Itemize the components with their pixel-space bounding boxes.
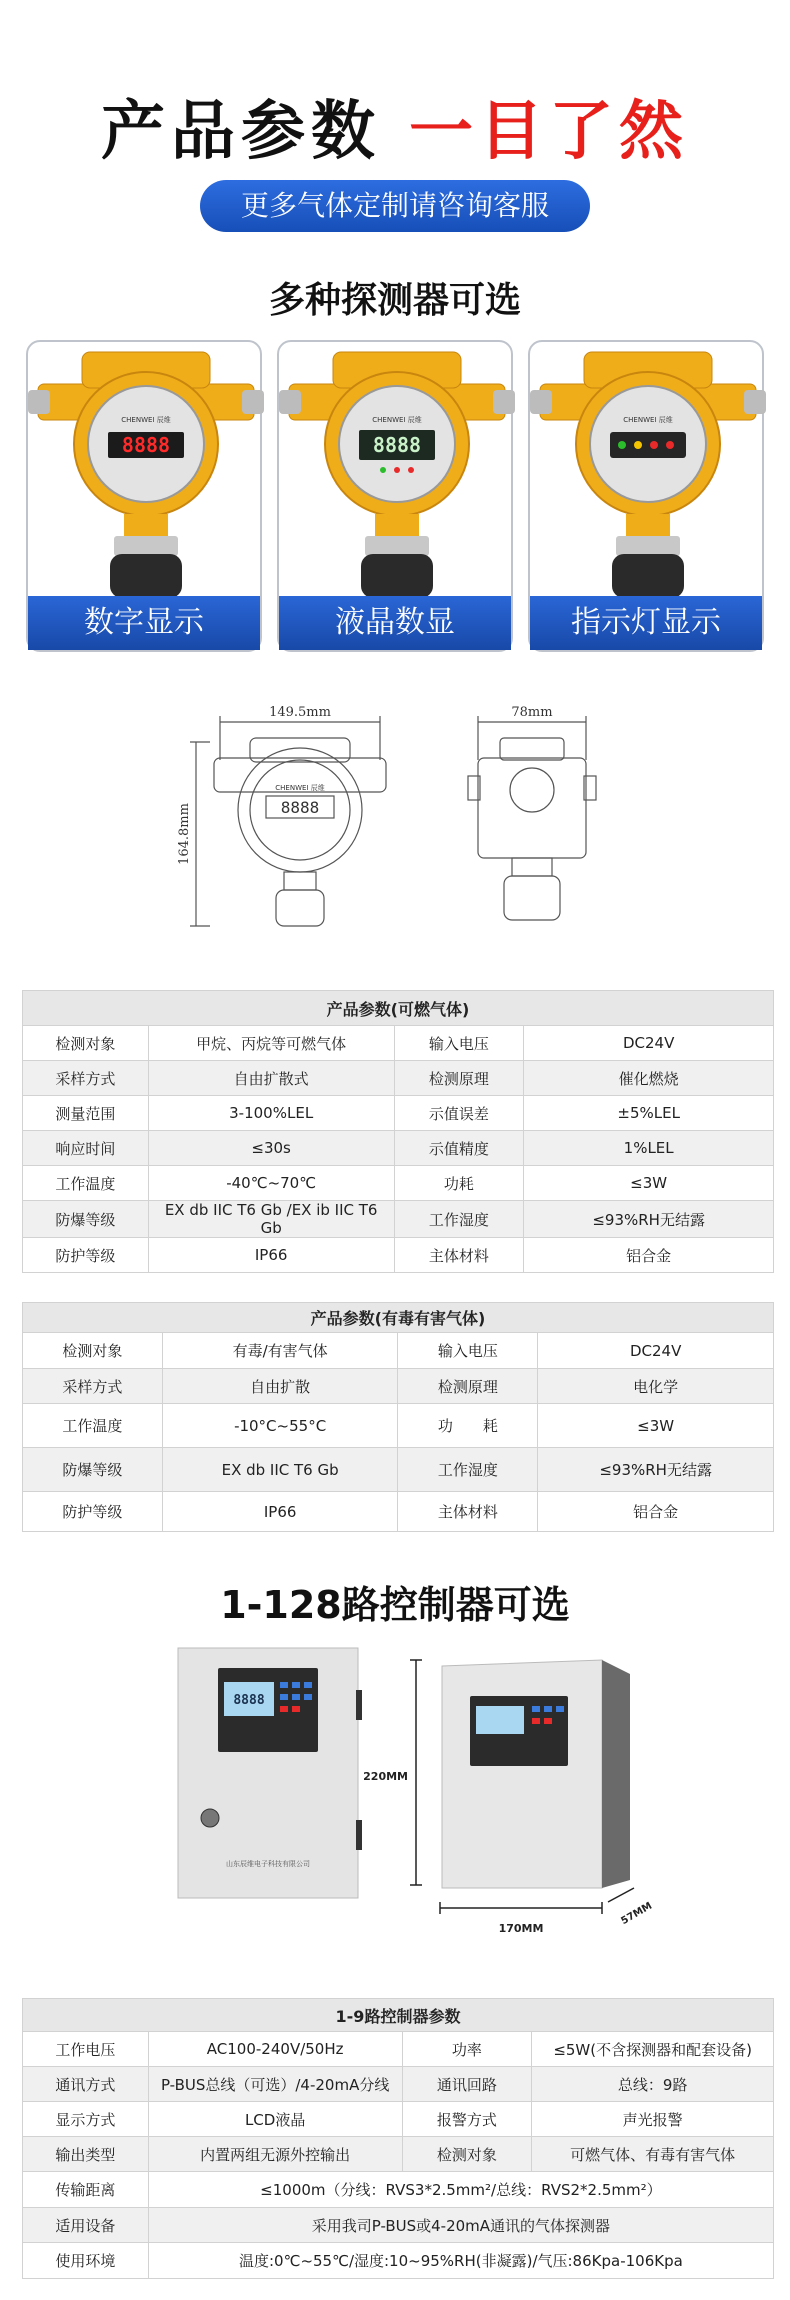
- table-cell-value: EX db IIC T6 Gb: [162, 1448, 398, 1492]
- controller-depth-label: 57MM: [619, 1900, 655, 1928]
- table-row: [23, 1096, 774, 1131]
- table-cell-label: 输入电压: [394, 1026, 524, 1061]
- table-cell-label: 检测原理: [398, 1369, 538, 1404]
- table-cell-label: 传输距离: [23, 2172, 149, 2208]
- drawing-digits: 8888: [280, 798, 320, 817]
- detector-card-lcd: [277, 340, 513, 652]
- table-row: [23, 2032, 774, 2067]
- table-title: 产品参数(有毒有害气体): [23, 1303, 774, 1333]
- table-cell-value: 甲烷、丙烷等可燃气体: [148, 1026, 394, 1061]
- hero-title: [0, 80, 790, 172]
- table-cell-value: LCD液晶: [148, 2102, 402, 2137]
- table-cell-label: 示值误差: [394, 1096, 524, 1131]
- card-label-lcd: 液晶数显: [279, 596, 511, 650]
- controller-company: 山东辰维电子科技有限公司: [226, 1860, 310, 1868]
- table-cell-value: ≤93%RH无结露: [538, 1448, 774, 1492]
- table-cell-label: 主体材料: [394, 1238, 524, 1273]
- table-cell-label: 检测原理: [394, 1061, 524, 1096]
- hero-title-red: 一目了然: [409, 95, 689, 169]
- table-cell-value: 有毒/有害气体: [162, 1333, 398, 1369]
- table-cell-value: 采用我司P-BUS或4-20mA通讯的气体探测器: [148, 2208, 773, 2243]
- table-cell-value: DC24V: [538, 1333, 774, 1369]
- table-row: [23, 2137, 774, 2172]
- table-cell-label: 功 耗: [398, 1404, 538, 1448]
- table-row: [23, 1492, 774, 1532]
- table-cell-label: 防护等级: [23, 1492, 163, 1532]
- spec-table-controller: [22, 1998, 774, 2279]
- table-cell-value: 总线：9路: [532, 2067, 774, 2102]
- table-row: [23, 1404, 774, 1448]
- table-cell-value: 温度:0℃~55℃/湿度:10~95%RH(非凝露)/气压:86Kpa-106Kpa: [148, 2243, 773, 2279]
- table-cell-label: 采样方式: [23, 1061, 149, 1096]
- controllers-title: 1-128路控制器可选: [220, 1583, 570, 1627]
- drawing-width-label: 149.5mm: [269, 705, 331, 720]
- table-row: [23, 2102, 774, 2137]
- table-cell-label: 使用环境: [23, 2243, 149, 2279]
- table-cell-label: 工作温度: [23, 1404, 163, 1448]
- detector-brand: CHENWEI 辰维: [372, 416, 422, 424]
- detector-brand: CHENWEI 辰维: [623, 416, 673, 424]
- table-cell-label: 输入电压: [398, 1333, 538, 1369]
- table-cell-value: ≤5W(不含探测器和配套设备): [532, 2032, 774, 2067]
- table-cell-value: 3-100%LEL: [148, 1096, 394, 1131]
- card-label-digital: 数字显示: [28, 596, 260, 650]
- drawing-depth-label: 78mm: [511, 705, 553, 720]
- table-cell-value: 声光报警: [532, 2102, 774, 2137]
- table-cell-label: 输出类型: [23, 2137, 149, 2172]
- table-cell-value: AC100-240V/50Hz: [148, 2032, 402, 2067]
- table-cell-value: IP66: [162, 1492, 398, 1532]
- table-cell-label: 通讯方式: [23, 2067, 149, 2102]
- table-cell-value: P-BUS总线（可选）/4-20mA分线: [148, 2067, 402, 2102]
- table-cell-value: ≤3W: [524, 1166, 774, 1201]
- table-cell-label: 适用设备: [23, 2208, 149, 2243]
- table-cell-label: 检测对象: [402, 2137, 532, 2172]
- table-cell-label: 工作湿度: [398, 1448, 538, 1492]
- table-cell-label: 防爆等级: [23, 1448, 163, 1492]
- table-cell-label: 功率: [402, 2032, 532, 2067]
- table-row: [23, 1201, 774, 1238]
- table-row: [23, 1061, 774, 1096]
- table-row: [23, 1238, 774, 1273]
- detector-cards: [26, 340, 764, 655]
- detector-card-digital: [26, 340, 262, 652]
- table-cell-value: ≤30s: [148, 1131, 394, 1166]
- controller-width-label: 170MM: [498, 1922, 544, 1935]
- drawing-brand: CHENWEI 辰维: [275, 784, 325, 792]
- table-cell-label: 工作湿度: [394, 1201, 524, 1238]
- table-row: [23, 2243, 774, 2279]
- table-cell-value: ≤3W: [538, 1404, 774, 1448]
- table-cell-value: 铝合金: [538, 1492, 774, 1532]
- table-cell-label: 示值精度: [394, 1131, 524, 1166]
- detector-digits: 8888: [372, 433, 422, 457]
- table-cell-value: 自由扩散式: [148, 1061, 394, 1096]
- consult-banner: 更多气体定制请咨询客服: [200, 180, 590, 232]
- table-cell-label: 工作电压: [23, 2032, 149, 2067]
- table-cell-label: 报警方式: [402, 2102, 532, 2137]
- detector-image: [530, 342, 766, 600]
- table-cell-value: ≤1000m（分线：RVS3*2.5mm²/总线：RVS2*2.5mm²）: [148, 2172, 773, 2208]
- table-row: [23, 1333, 774, 1369]
- table-cell-label: 工作温度: [23, 1166, 149, 1201]
- table-cell-label: 采样方式: [23, 1369, 163, 1404]
- table-row: [23, 2208, 774, 2243]
- card-label-indicator: 指示灯显示: [530, 596, 762, 650]
- table-cell-value: 催化燃烧: [524, 1061, 774, 1096]
- table-cell-label: 检测对象: [23, 1026, 149, 1061]
- dimension-drawing: [177, 700, 740, 960]
- table-cell-label: 主体材料: [398, 1492, 538, 1532]
- hero-title-black: 产品参数: [101, 95, 381, 169]
- table-cell-value: ≤93%RH无结露: [524, 1201, 774, 1238]
- detector-image: [28, 342, 264, 600]
- table-cell-value: 内置两组无源外控输出: [148, 2137, 402, 2172]
- controller-height-label: 220MM: [363, 1770, 408, 1783]
- table-cell-value: IP66: [148, 1238, 394, 1273]
- detector-image: [279, 342, 515, 600]
- table-cell-label: 防爆等级: [23, 1201, 149, 1238]
- drawing-height-label: 164.8mm: [177, 803, 192, 865]
- spec-table-toxic: [22, 1302, 774, 1532]
- table-title: 1-9路控制器参数: [23, 1999, 774, 2032]
- table-cell-label: 显示方式: [23, 2102, 149, 2137]
- table-cell-label: 功耗: [394, 1166, 524, 1201]
- table-row: [23, 1131, 774, 1166]
- table-cell-value: DC24V: [524, 1026, 774, 1061]
- table-row: [23, 2067, 774, 2102]
- table-row: [23, 1026, 774, 1061]
- table-cell-value: 铝合金: [524, 1238, 774, 1273]
- table-cell-value: ±5%LEL: [524, 1096, 774, 1131]
- table-cell-value: -40℃~70℃: [148, 1166, 394, 1201]
- detectors-title: 多种探测器可选: [268, 280, 521, 321]
- table-title: 产品参数(可燃气体): [23, 991, 774, 1026]
- table-row: [23, 1166, 774, 1201]
- detector-digits: 8888: [121, 433, 171, 457]
- detector-brand: CHENWEI 辰维: [121, 416, 171, 424]
- detector-card-indicator: [528, 340, 764, 652]
- table-cell-value: 电化学: [538, 1369, 774, 1404]
- table-row: [23, 1369, 774, 1404]
- controller-digits: 8888: [233, 1693, 265, 1708]
- table-cell-label: 通讯回路: [402, 2067, 532, 2102]
- table-row: [23, 1448, 774, 1492]
- table-cell-label: 测量范围: [23, 1096, 149, 1131]
- controller-image: [170, 1640, 655, 1970]
- table-cell-value: -10°C~55°C: [162, 1404, 398, 1448]
- table-cell-label: 防护等级: [23, 1238, 149, 1273]
- table-cell-label: 响应时间: [23, 1131, 149, 1166]
- table-cell-value: 可燃气体、有毒有害气体: [532, 2137, 774, 2172]
- table-row: [23, 2172, 774, 2208]
- table-cell-value: 1%LEL: [524, 1131, 774, 1166]
- table-cell-label: 检测对象: [23, 1333, 163, 1369]
- spec-table-combustible: [22, 990, 774, 1273]
- table-cell-value: 自由扩散: [162, 1369, 398, 1404]
- table-cell-value: EX db IIC T6 Gb /EX ib IIC T6 Gb: [148, 1201, 394, 1238]
